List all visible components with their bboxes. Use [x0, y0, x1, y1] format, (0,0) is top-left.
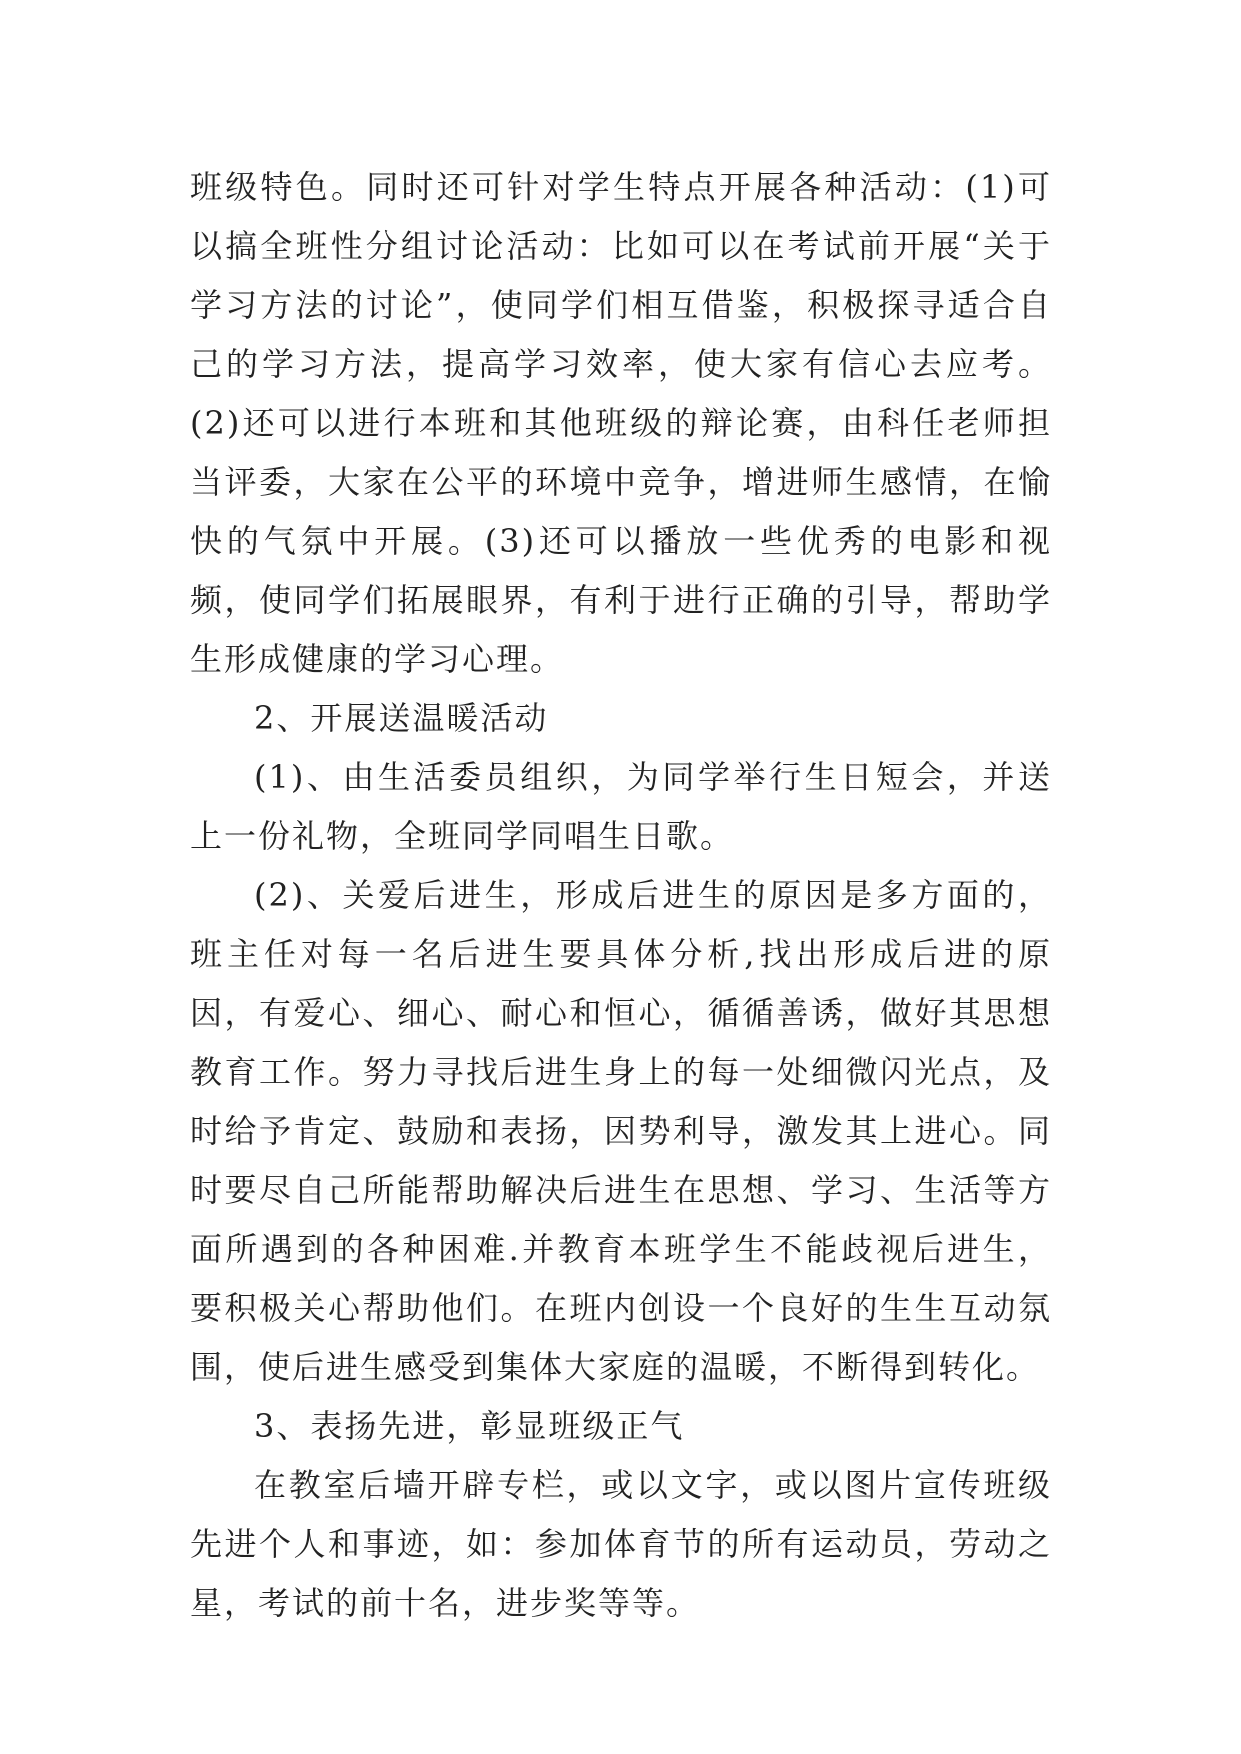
document-body: [190, 158, 1052, 1633]
heading-warmth-activities: 2、开展送温暖活动: [254, 699, 549, 737]
paragraph-birthday-party: (1)、由生活委员组织，为同学举行生日短会，并送上一份礼物，全班同学同唱生日歌。: [190, 758, 1052, 855]
paragraph-class-features: 班级特色。同时还可针对学生特点开展各种活动：(1)可以搞全班性分组讨论活动：比如可以在考试前开展“关于学习方法的讨论”，使同学们相互借鉴，积极探寻适合自己的学习方法，提高学习效率，使大家有信心去应考。(2)还可以进行本班和其他班级的辩论赛，由科任老师担当评委，大家在公平的环境中竞争，增进师生感情，在愉快的气氛中开展。(3)还可以播放一些优秀的电影和视频，使同学们拓展眼界，有利于进行正确的引导，帮助学生形成健康的学习心理。: [190, 168, 1052, 678]
heading-praise-advanced: 3、表扬先进，彰显班级正气: [254, 1407, 685, 1445]
paragraph-honor-column: 在教室后墙开辟专栏，或以文字，或以图片宣传班级先进个人和事迹，如：参加体育节的所有运动员，劳动之星，考试的前十名，进步奖等等。: [190, 1466, 1052, 1622]
paragraph-care-underachievers: (2)、关爱后进生，形成后进生的原因是多方面的，班主任对每一名后进生要具体分析,找出形成后进的原因，有爱心、细心、耐心和恒心，循循善诱，做好其思想教育工作。努力寻找后进生身上的每一处细微闪光点，及时给予肯定、鼓励和表扬，因势利导，激发其上进心。同时要尽自己所能帮助解决后进生在思想、学习、生活等方面所遇到的各种困难.并教育本班学生不能歧视后进生，要积极关心帮助他们。在班内创设一个良好的生生互动氛围，使后进生感受到集体大家庭的温暖，不断得到转化。: [190, 876, 1052, 1386]
